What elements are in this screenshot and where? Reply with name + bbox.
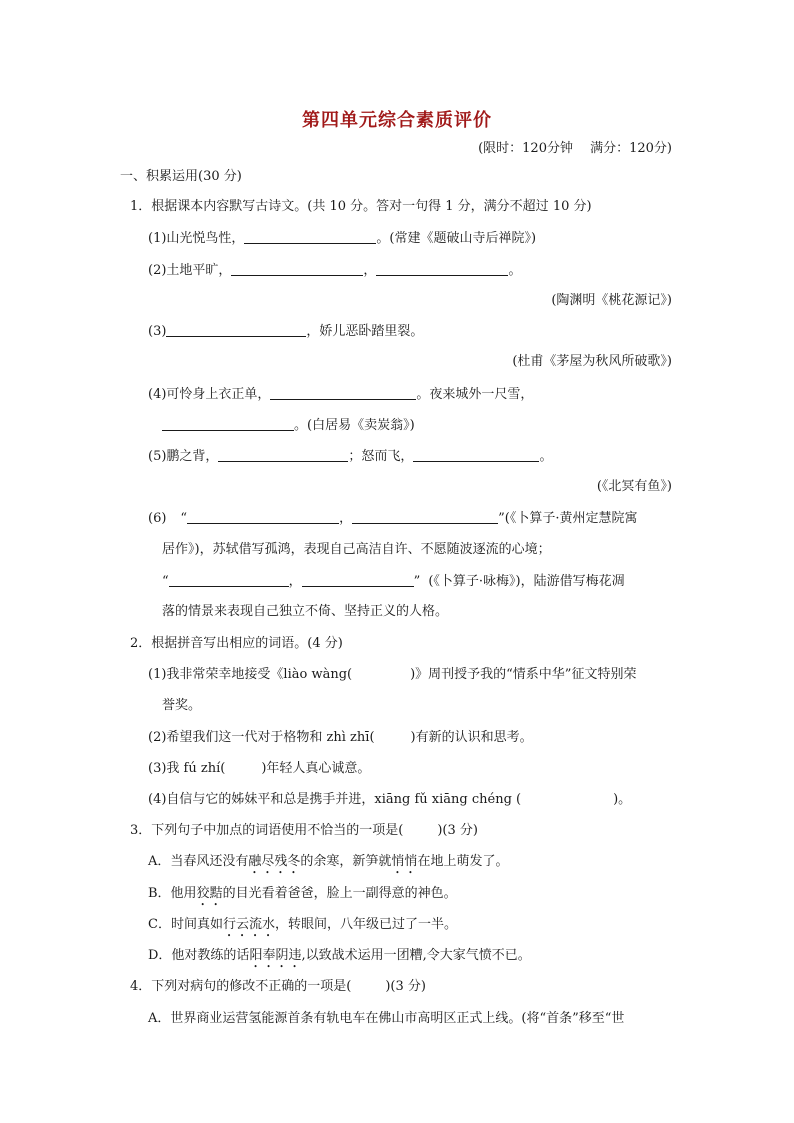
q1-item-3-source: (杜甫《茅屋为秋风所破歌》) — [512, 354, 672, 369]
q2-item-4 — [148, 791, 631, 809]
item-text: )有新的认识和思考。 — [410, 730, 533, 745]
item-text: 。夜来城外一尺雪， — [416, 387, 534, 402]
q2-item-1 — [148, 666, 636, 684]
item-text: 3．下列句子中加点的词语使用不恰当的一项是( — [130, 823, 404, 838]
option-text: 的目光看着爸爸，脸上一副得意的神色。 — [222, 886, 457, 901]
item-text: )年轻人真心诚意。 — [261, 761, 371, 776]
question-2-stem: 2．根据拼音写出相应的词语。(4 分) — [130, 636, 343, 651]
item-text: (6) — [148, 511, 167, 526]
q1-item-2 — [148, 261, 521, 280]
dotted-word: 融尽残冬 — [248, 854, 301, 869]
q2-item-2 — [148, 729, 533, 747]
option-text: 的余寒，新笋就 — [300, 854, 392, 869]
question-3-stem — [130, 822, 478, 840]
item-text: ， — [339, 511, 353, 526]
item-text: ” — [413, 574, 421, 589]
q4-option-a[interactable]: A．世界商业运营氢能源首条有轨电车在佛山市高明区正式上线。(将“首条”移至“世 — [148, 1011, 625, 1026]
q1-item-2-source: (陶渊明《桃花源记》) — [551, 293, 672, 308]
answer-blank[interactable] — [413, 447, 539, 462]
page-title: 第四单元综合素质评价 — [302, 110, 492, 131]
dotted-word: 狡黠 — [196, 886, 223, 901]
item-text: ， — [288, 574, 302, 589]
q1-item-6 — [148, 509, 637, 528]
item-text: 。 — [508, 263, 522, 278]
dotted-word: 悄悄 — [391, 854, 418, 869]
answer-blank[interactable] — [162, 416, 294, 431]
item-text: ，娇儿恶卧踏里裂。 — [306, 324, 424, 339]
answer-blank[interactable] — [187, 509, 339, 524]
item-text: ” — [498, 511, 505, 526]
item-text: “ — [180, 511, 188, 526]
q3-option-d[interactable] — [148, 947, 531, 971]
q1-item-6-line3 — [162, 572, 625, 591]
option-text: C．时间真如 — [148, 917, 223, 932]
answer-blank[interactable] — [218, 447, 348, 462]
item-text: (4)可怜身上衣正单， — [148, 387, 271, 402]
item-text: ；怒而飞， — [348, 449, 414, 464]
option-text: D．他对教练的话 — [148, 948, 250, 963]
option-text: 在地上萌发了。 — [417, 854, 509, 869]
q1-item-3 — [148, 322, 423, 341]
item-text: (4)自信与它的姊妹平和总是携手并进，xiāng fǔ xiāng chéng ( — [148, 792, 522, 807]
answer-blank[interactable] — [376, 261, 508, 276]
item-text: )。 — [613, 792, 632, 807]
answer-blank[interactable] — [352, 509, 498, 524]
item-text: )(3 分) — [385, 979, 426, 994]
item-text: 。 — [539, 449, 553, 464]
q3-option-b[interactable] — [148, 885, 457, 909]
item-text: )(3 分) — [437, 823, 478, 838]
q3-option-c[interactable] — [148, 916, 457, 940]
option-text: ，转眼间，八年级已过了一半。 — [274, 917, 457, 932]
item-text: (3) — [148, 324, 167, 339]
item-text: (《卜算子·咏梅》)，陆游借写梅花凋 — [428, 574, 625, 589]
q1-item-6-line4: 落的情景来表现自己独立不倚、坚持正义的人格。 — [162, 604, 449, 619]
q3-option-a[interactable] — [148, 853, 508, 877]
option-text: B．他用 — [148, 886, 197, 901]
item-text: 。(常建《题破山寺后禅院》) — [376, 231, 537, 246]
item-text: (1)我非常荣幸地接受《liào wàng( — [148, 667, 353, 682]
dotted-word: 阳奉阴违 — [249, 948, 302, 963]
answer-blank[interactable] — [169, 572, 289, 587]
answer-blank[interactable] — [302, 572, 414, 587]
exam-meta: (限时：120分钟 满分：120分) — [478, 141, 672, 156]
item-text: (2)希望我们这一代对于格物和 zhì zhī( — [148, 730, 375, 745]
item-text: )》周刊授予我的“情系中华”征文特别荣 — [410, 667, 637, 682]
q1-item-6-line2: 居作》)，苏轼借写孤鸿，表现自己高洁自许、不愿随波逐流的心境； — [162, 542, 551, 557]
q1-item-5 — [148, 447, 552, 466]
q2-item-3 — [148, 760, 370, 778]
item-text: “ — [162, 574, 169, 589]
item-text: (1)山光悦鸟性， — [148, 231, 245, 246]
item-text: (2)土地平旷， — [148, 263, 232, 278]
item-text: ， — [363, 263, 377, 278]
answer-blank[interactable] — [231, 261, 363, 276]
option-text: A．当春风还没有 — [148, 854, 249, 869]
question-4-stem — [130, 978, 426, 996]
item-text: (《卜算子·黄州定慧院寓 — [504, 511, 638, 526]
answer-blank[interactable] — [270, 385, 416, 400]
q1-item-4-cont — [162, 416, 415, 435]
section-heading: 一、积累运用(30 分) — [120, 169, 242, 184]
answer-blank[interactable] — [166, 322, 306, 337]
item-text: (5)鹏之背， — [148, 449, 219, 464]
q2-item-1-cont: 誉奖。 — [162, 698, 202, 713]
q1-item-5-source: (《北冥有鱼》) — [596, 479, 672, 494]
question-1-stem: 1．根据课本内容默写古诗文。(共 10 分。答对一句得 1 分，满分不超过 10 分) — [130, 199, 592, 214]
option-text: ,以致战术运用一团糟,令大家气愤不已。 — [301, 948, 531, 963]
item-text: 4．下列对病句的修改不正确的一项是( — [130, 979, 352, 994]
q1-item-4 — [148, 385, 533, 404]
answer-blank[interactable] — [244, 229, 376, 244]
q1-item-1 — [148, 229, 536, 248]
dotted-word: 行云流水 — [222, 917, 275, 932]
item-text: 。(白居易《卖炭翁》) — [294, 418, 415, 433]
item-text: (3)我 fú zhí( — [148, 761, 226, 776]
